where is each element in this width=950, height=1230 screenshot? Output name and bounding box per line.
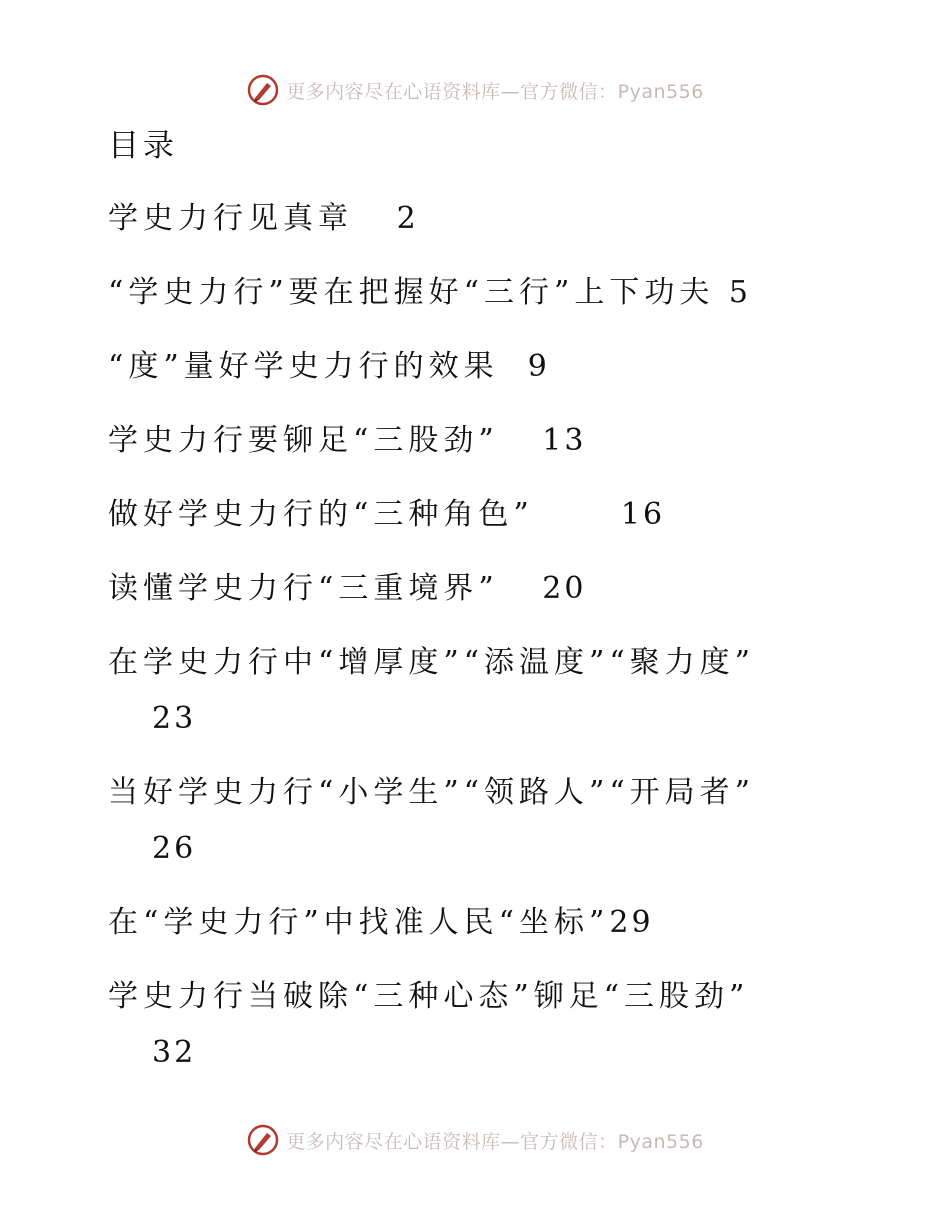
- toc-item-title: 读懂学史力行“三重境界”: [108, 571, 499, 606]
- toc-list: [108, 196, 828, 1076]
- toc-item-gap: [499, 423, 543, 458]
- toc-item-page: 13: [542, 423, 587, 458]
- toc-item[interactable]: [108, 418, 828, 464]
- toc-item-gap: [534, 497, 621, 532]
- toc-item-page: 9: [527, 349, 550, 384]
- toc-item[interactable]: [108, 196, 828, 242]
- toc-item-page: 2: [396, 201, 419, 236]
- toc-item-page: 20: [542, 571, 587, 606]
- toc-item-page: 5: [728, 275, 751, 310]
- pen-circle-logo-icon: [246, 73, 280, 107]
- toc-item[interactable]: [108, 344, 828, 390]
- toc-item-page: 26: [152, 831, 197, 866]
- toc-item[interactable]: [108, 900, 828, 946]
- toc-item-gap: [499, 571, 543, 606]
- toc-item-page: 23: [152, 701, 197, 736]
- toc-item[interactable]: [108, 640, 828, 742]
- toc-item-title: 学史力行当破除“三种心态”铆足“三股劲”: [108, 979, 750, 1014]
- toc-item-page: 32: [152, 1035, 197, 1070]
- toc-item-title: 学史力行见真章: [108, 201, 353, 236]
- toc-item-title: “学史力行”要在把握好“三行”上下功夫: [108, 275, 715, 310]
- toc-heading: 目录: [108, 128, 178, 164]
- toc-item-page: 29: [609, 905, 654, 940]
- toc-item[interactable]: [108, 770, 828, 872]
- toc-item-title: 在“学史力行”中找准人民“坐标”: [108, 905, 610, 940]
- header-watermark: [0, 70, 950, 110]
- toc-item[interactable]: [108, 974, 828, 1076]
- watermark-text: 更多内容尽在心语资料库—官方微信：Pyan556: [286, 1130, 704, 1153]
- toc-item-title: 在学史力行中“增厚度”“添温度”“聚力度”: [108, 645, 756, 680]
- toc-item-title: 当好学史力行“小学生”“领路人”“开局者”: [108, 775, 756, 810]
- toc-item-title: 学史力行要铆足“三股劲”: [108, 423, 499, 458]
- pen-circle-logo-icon: [246, 1123, 280, 1157]
- watermark-text: 更多内容尽在心语资料库—官方微信：Pyan556: [286, 80, 704, 103]
- footer-watermark: [0, 1120, 950, 1160]
- toc-item-gap: [353, 201, 397, 236]
- toc-item-gap: [499, 349, 528, 384]
- toc-item-gap: [714, 275, 729, 310]
- toc-item-title: 做好学史力行的“三种角色”: [108, 497, 534, 532]
- toc-item[interactable]: [108, 492, 828, 538]
- toc-item-title: “度”量好学史力行的效果: [108, 349, 499, 384]
- toc-item[interactable]: [108, 566, 828, 612]
- toc-item-page: 16: [620, 497, 666, 532]
- toc-item[interactable]: [108, 270, 828, 316]
